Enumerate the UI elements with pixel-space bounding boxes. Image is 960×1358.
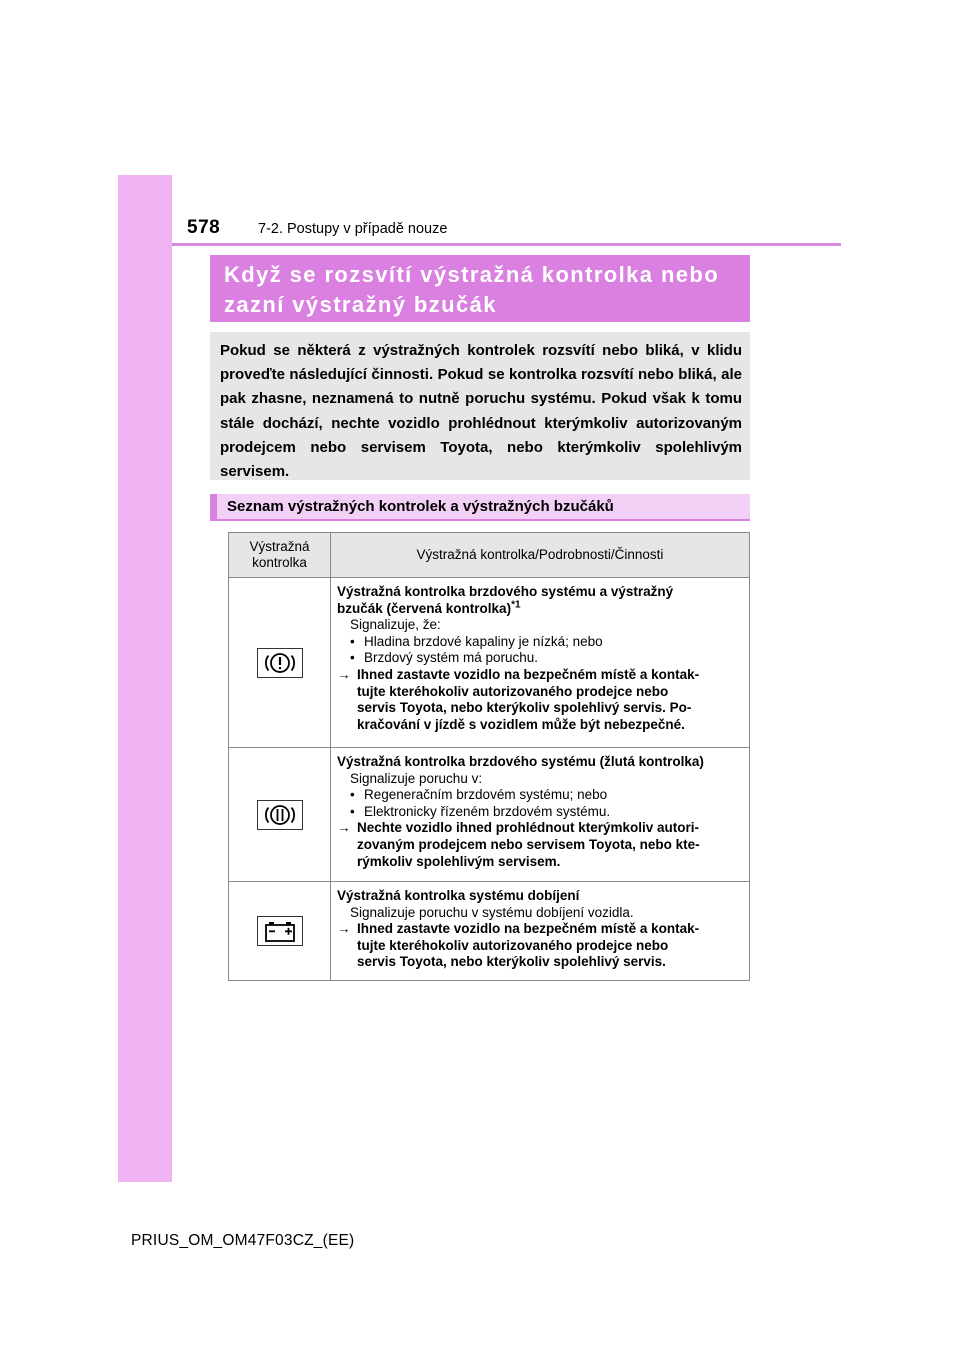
title-line-2: zazní výstražný bzučák [224,292,497,317]
warning-table [228,532,750,981]
description-cell [331,748,750,882]
arrow-icon: → [337,820,351,836]
subheading: Seznam výstražných kontrolek a výstražných bzučáků [210,494,750,521]
intro-text: Pokud se některá z výstražných kontrolek rozsvítí nebo bliká, v klidu proveďte následující činnosti. Pokud se kontrolka rozsvítí nebo bliká, ale pak zhasne, neznamená to nutně poruchu systému. Pokud však k tomu stále dochází, nechte vozidlo prohlédnout kterýmkoliv autorizovaným prodejcem nebo servisem Toyota, nebo kterýmkoliv spolehlivým servisem. [210,332,750,480]
table-header-row [229,533,750,578]
header-rule [172,243,841,246]
arrow-icon: → [337,666,351,682]
list-item: • Elektronicky řízeném brzdovém systému. [350,803,611,819]
side-color-band [118,175,172,1182]
table-row [229,748,750,882]
signal-text: Signalizuje, že: [350,617,441,633]
signal-text: Signalizuje poruchu v systému dobíjení vozidla. [350,904,634,920]
column-header-indicator [229,533,331,578]
indicator-cell [229,578,331,748]
table-row [229,882,750,981]
row-title: Výstražná kontrolka brzdového systému (žlutá kontrolka) [337,754,704,769]
page-title [210,255,750,322]
description-cell [331,882,750,981]
signal-text: Signalizuje poruchu v: [350,770,483,786]
footer-code: PRIUS_OM_OM47F03CZ_(EE) [131,1232,355,1249]
table-row [229,578,750,748]
row-title-line-2: bzučák (červená kontrolka) [337,600,512,616]
action-text: → Ihned zastavte vozidlo na bezpečném místě a kontak- tujte kteréhokoliv autorizovaného prodejce nebo servis Toyota, nebo kterýkoliv spolehlivý servis. [337,921,700,970]
section-title: 7-2. Postupy v případě nouze [258,221,448,237]
list-item: • Hladina brzdové kapaliny je nízká; nebo [350,633,603,649]
page-number: 578 [187,217,221,238]
indicator-cell [229,882,331,981]
brake-system-warning-icon [257,800,303,830]
footnote-marker: *1 [511,599,521,611]
row-title-line-1: Výstražná kontrolka brzdového systému a výstražný [337,584,674,599]
arrow-icon: → [337,921,351,937]
action-text: → Ihned zastavte vozidlo na bezpečném místě a kontak- tujte kteréhokoliv autorizovaného prodejce nebo servis Toyota, nebo kterýkoliv spolehlivý servis. Po- kračování v jízdě s vozidlem může být nebezpečné. [337,666,700,732]
list-item: • Regeneračním brzdovém systému; nebo [350,787,608,803]
row-title [337,578,743,617]
list-item: • Brzdový systém má poruchu. [350,650,539,666]
title-line-1: Když se rozsvítí výstražná kontrolka nebo [224,262,720,287]
action-text: → Nechte vozidlo ihned prohlédnout kterýmkoliv autori- zovaným prodejcem nebo servisem Toyota, nebo kte- rýmkoliv spolehlivým servisem. [337,820,700,869]
row-title: Výstražná kontrolka systému dobíjení [337,888,580,903]
indicator-cell [229,748,331,882]
description-cell [331,578,750,748]
battery-icon [257,916,303,946]
column-header-line-2: kontrolka [252,555,307,570]
column-header-details: Výstražná kontrolka/Podrobnosti/Činnosti [331,533,750,578]
column-header-line-1: Výstražná [249,539,310,554]
brake-warning-icon [257,648,303,678]
